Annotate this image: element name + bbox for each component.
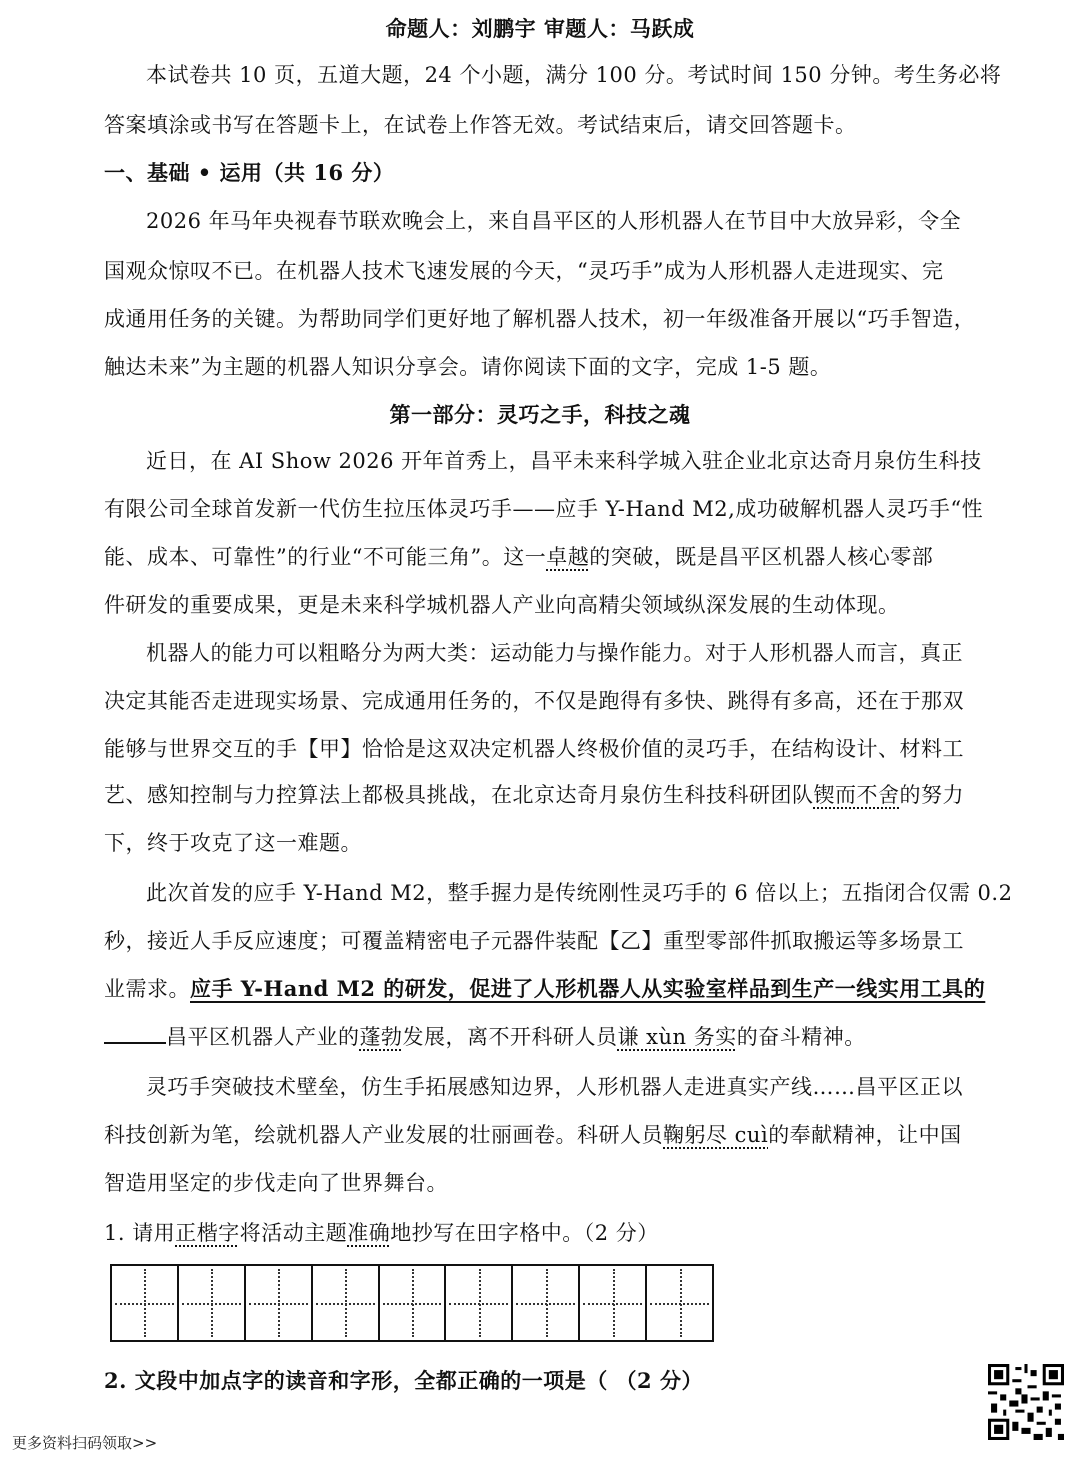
q1-part-a: 1. 请用 [104,1221,176,1245]
para1-line-3: 成通用任务的关键。为帮助同学们更好地了解机器人技术，初一年级准备开展以“巧手智造， [104,307,976,331]
dotted-word-zhuoyue: 卓越 [546,545,590,569]
intro-line-2: 答案填涂或书写在答题卡上，在试卷上作答无效。考试结束后，请交回答题卡。 [104,113,857,137]
para4-line-4-c: 发展，离不开科研人员 [402,1025,618,1049]
para1-line-2: 国观众惊叹不已。在机器人技术飞速发展的今天，“灵巧手”成为人形机器人走进现实、完 [104,259,944,283]
para3-line-4 [104,780,964,810]
para4-line-3 [104,974,985,1004]
tianzige-cell[interactable] [380,1266,447,1340]
question-2: 2. 文段中加点字的读音和字形，全都正确的一项是（ （2 分） [104,1368,703,1393]
para4-line-4 [104,1022,866,1052]
para3-line-5: 下，终于攻克了这一难题。 [104,831,362,855]
para4-line-2: 秒，接近人手反应速度；可覆盖精密电子元器件装配【乙】重型零部件抓取搬运等多场景工 [104,929,964,953]
para5-line-2-c: 的奉献精神，让中国 [768,1123,962,1147]
q1-part-e: 地抄写在田字格中。（2 分） [390,1221,659,1245]
para4-line-3-a: 业需求。 [104,977,190,1001]
tianzige-cell[interactable] [246,1266,313,1340]
tianzige-grid[interactable] [110,1264,714,1342]
para2-line-3 [104,542,933,572]
answer-blank [104,1022,166,1044]
para5-line-2 [104,1120,962,1150]
para5-line-2-a: 科技创新为笔，绘就机器人产业发展的壮丽画卷。科研人员 [104,1123,663,1147]
para1-line-1: 2026 年马年央视春节联欢晚会上，来自昌平区的人形机器人在节目中大放异彩，令全 [146,209,962,233]
para3-line-2: 决定其能否走进现实场景、完成通用任务的，不仅是跑得有多快、跳得有多高，还在于那双 [104,689,964,713]
tianzige-cell[interactable] [647,1266,712,1340]
qr-code-icon[interactable] [988,1364,1064,1440]
para3-line-1: 机器人的能力可以粗略分为两大类：运动能力与操作能力。对于人形机器人而言，真正 [146,641,963,665]
para3-line-4-c: 的努力 [899,783,964,807]
tianzige-cell[interactable] [179,1266,246,1340]
para3-line-4-a: 艺、感知控制与力控算法上都极具挑战，在北京达奇月泉仿生科技科研团队 [104,783,814,807]
para1-line-4: 触达未来”为主题的机器人知识分享会。请你阅读下面的文字，完成 1-5 题。 [104,355,832,379]
q1-dotted-zhunque: 准确 [347,1221,391,1245]
section-1-title: 一、基础 • 运用（共 16 分） [104,160,395,185]
dotted-word-pengbo: 蓬勃 [359,1025,403,1049]
para4-line-4-a: 昌平区机器人产业的 [166,1025,360,1049]
tianzige-cell[interactable] [112,1266,179,1340]
para2-line-3-a: 能、成本、可靠性”的行业“不可能三角”。这一 [104,545,547,569]
tianzige-cell[interactable] [446,1266,513,1340]
q1-part-c: 将活动主题 [239,1221,348,1245]
para4-line-1: 此次首发的应手 Y-Hand M2，整手握力是传统刚性灵巧手的 6 倍以上；五指闭合仅需 0.2 [146,881,1013,905]
tianzige-cell[interactable] [580,1266,647,1340]
question-1 [104,1218,659,1248]
part-1-title: 第一部分：灵巧之手，科技之魂 [389,402,691,427]
q1-dotted-zhengkaizi: 正楷字 [175,1221,240,1245]
intro-line-1: 本试卷共 10 页，五道大题，24 个小题，满分 100 分。考试时间 150 分钟。考生务必将 [146,63,1002,87]
para2-line-1: 近日，在 AI Show 2026 开年首秀上，昌平未来科学城入驻企业北京达奇月泉仿生科技 [146,449,982,473]
header-authors: 命题人：刘鹏宇 审题人：马跃成 [385,16,695,41]
para5-line-3: 智造用坚定的步伐走向了世界舞台。 [104,1171,448,1195]
para4-line-4-e: 的奋斗精神。 [736,1025,866,1049]
para2-line-4: 件研发的重要成果，更是未来科学城机器人产业向高精尖领域纵深发展的生动体现。 [104,593,900,617]
underlined-sentence: 应手 Y-Hand M2 的研发，促进了人形机器人从实验室样品到生产一线实用工具的 [190,976,986,1001]
para2-line-3-c: 的突破，既是昌平区机器人核心零部 [589,545,934,569]
para2-line-2: 有限公司全球首发新一代仿生拉压体灵巧手——应手 Y-Hand M2,成功破解机器人灵巧手“性 [104,497,984,521]
tianzige-cell[interactable] [313,1266,380,1340]
footer-scan-text[interactable]: 更多资料扫码领取>> [12,1434,158,1452]
para3-line-3: 能够与世界交互的手【甲】恰恰是这双决定机器人终极价值的灵巧手，在结构设计、材料工 [104,737,964,761]
para5-line-1: 灵巧手突破技术壁垒，仿生手拓展感知边界，人形机器人走进真实产线……昌平区正以 [146,1075,963,1099]
dotted-word-jugongjincui: 鞠躬尽 cuì [663,1123,769,1147]
dotted-word-qianxun: 谦 xùn 务实 [617,1025,737,1049]
dotted-word-qieerbushe: 锲而不舍 [813,783,900,807]
tianzige-cell[interactable] [513,1266,580,1340]
